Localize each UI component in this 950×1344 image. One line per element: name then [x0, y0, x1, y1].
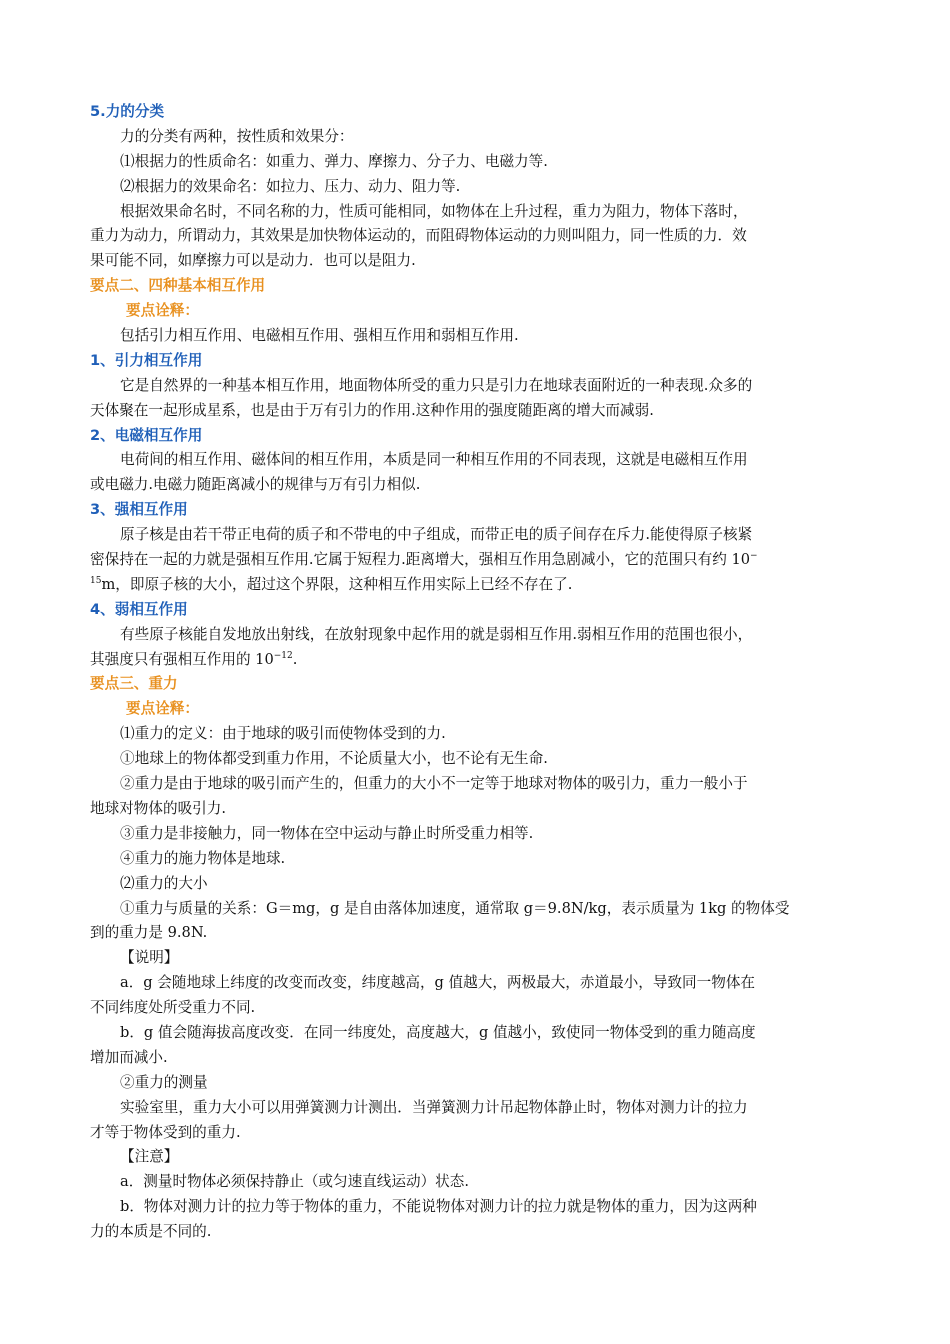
- paragraph-line: ①重力与质量的关系：G＝mg，g 是自由落体加速度，通常取 g＝9.8N/kg，表示质量为 1kg 的物体受: [120, 899, 790, 917]
- paragraph-line: b．g 值会随海拔高度改变．在同一纬度处，高度越大，g 值越小，致使同一物体受到的重力随高度: [120, 1023, 756, 1041]
- line-text: 其强度只有强相互作用的 10: [90, 650, 274, 668]
- paragraph-line: 它是自然界的一种基本相互作用，地面物体所受的重力只是引力在地球表面附近的一种表现.众多的: [120, 376, 753, 394]
- paragraph: 包括引力相互作用、电磁相互作用、强相互作用和弱相互作用.: [120, 327, 519, 345]
- paragraph: ①地球上的物体都受到重力作用，不论质量大小，也不论有无生命.: [120, 750, 548, 768]
- line-text: m，即原子核的大小，超过这个界限，这种相互作用实际上已经不存在了.: [101, 575, 573, 593]
- paragraph-line: [90, 548, 862, 573]
- subsection-title-weak: 4、弱相互作用: [90, 600, 188, 618]
- key-point-note-label: 要点诠释：: [126, 700, 199, 718]
- paragraph-line: a．g 会随地球上纬度的改变而改变，纬度越高，g 值越大，两极最大，赤道最小，导致同一物体在: [120, 974, 756, 992]
- paragraph-line: 地球对物体的吸引力.: [90, 799, 226, 817]
- paragraph: ②重力的测量: [120, 1073, 208, 1091]
- paragraph: 力的分类有两种，按性质和效果分：: [120, 127, 354, 145]
- note-label: 【说明】: [120, 949, 179, 967]
- superscript: −12: [273, 650, 293, 661]
- paragraph-line: 电荷间的相互作用、磁体间的相互作用，本质是同一种相互作用的不同表现，这就是电磁相互作用: [120, 451, 748, 469]
- line-text: 密保持在一起的力就是强相互作用.它属于短程力.距离增大，强相互作用急剧减小，它的范围只有约 10: [90, 551, 751, 569]
- subsection-title-strong: 3、强相互作用: [90, 501, 188, 519]
- paragraph-line: 或电磁力.电磁力随距离减小的规律与万有引力相似.: [90, 476, 421, 494]
- paragraph-line: 根据效果命名时，不同名称的力，性质可能相同，如物体在上升过程，重力为阻力，物体下落时，: [120, 202, 748, 220]
- section-title-force-classification: 5.力的分类: [90, 103, 165, 120]
- paragraph-line: 实验室里，重力大小可以用弹簧测力计测出．当弹簧测力计吊起物体静止时，物体对测力计的拉力: [120, 1098, 748, 1116]
- paragraph-line: ②重力是由于地球的吸引而产生的，但重力的大小不一定等于地球对物体的吸引力，重力一般小于: [120, 775, 748, 793]
- document-page: [90, 100, 862, 1245]
- paragraph-line: 重力为动力，所谓动力，其效果是加快物体运动的，而阻碍物体运动的力则叫阻力，同一性质的力．效: [90, 227, 747, 245]
- paragraph-line: [90, 648, 862, 673]
- paragraph: ⑵重力的大小: [120, 874, 208, 892]
- paragraph: ⑴重力的定义：由于地球的吸引而使物体受到的力.: [120, 725, 446, 743]
- key-point-2-title: 要点二、四种基本相互作用: [90, 277, 266, 295]
- paragraph-line: 力的本质是不同的.: [90, 1223, 212, 1241]
- paragraph-line: b．物体对测力计的拉力等于物体的重力，不能说物体对测力计的拉力就是物体的重力，因为这两种: [120, 1198, 757, 1216]
- paragraph-line: [90, 573, 862, 598]
- line-text: .: [292, 650, 298, 668]
- paragraph-line: 增加而减小.: [90, 1048, 168, 1066]
- note-label: 【注意】: [120, 1148, 179, 1166]
- paragraph: ⑴根据力的性质命名：如重力、弹力、摩擦力、分子力、电磁力等.: [120, 152, 548, 170]
- superscript: 15: [90, 576, 102, 587]
- paragraph: a．测量时物体必须保持静止（或匀速直线运动）状态.: [120, 1173, 469, 1191]
- paragraph-line: 到的重力是 9.8N.: [90, 924, 208, 942]
- paragraph-line: 有些原子核能自发地放出射线，在放射现象中起作用的就是弱相互作用.弱相互作用的范围也很小，: [120, 625, 753, 643]
- paragraph-line: 不同纬度处所受重力不同.: [90, 999, 256, 1017]
- key-point-3-title: 要点三、重力: [90, 675, 178, 693]
- subsection-title-electromagnetic: 2、电磁相互作用: [90, 426, 203, 444]
- subsection-title-gravitational: 1、引力相互作用: [90, 351, 203, 369]
- paragraph-line: 天体聚在一起形成星系，也是由于万有引力的作用.这种作用的强度随距离的增大而减弱.: [90, 401, 654, 419]
- key-point-note-label: 要点诠释：: [126, 302, 199, 320]
- paragraph: ⑵根据力的效果命名：如拉力、压力、动力、阻力等.: [120, 177, 461, 195]
- paragraph: ③重力是非接触力，同一物体在空中运动与静止时所受重力相等.: [120, 824, 534, 842]
- superscript: −: [750, 551, 758, 562]
- paragraph-line: 才等于物体受到的重力.: [90, 1123, 241, 1141]
- paragraph-line: 原子核是由若干带正电荷的质子和不带电的中子组成，而带正电的质子间存在斥力.能使得原子核紧: [120, 526, 753, 544]
- paragraph: ④重力的施力物体是地球.: [120, 849, 286, 867]
- paragraph-line: 果可能不同，如摩擦力可以是动力．也可以是阻力.: [90, 252, 416, 270]
